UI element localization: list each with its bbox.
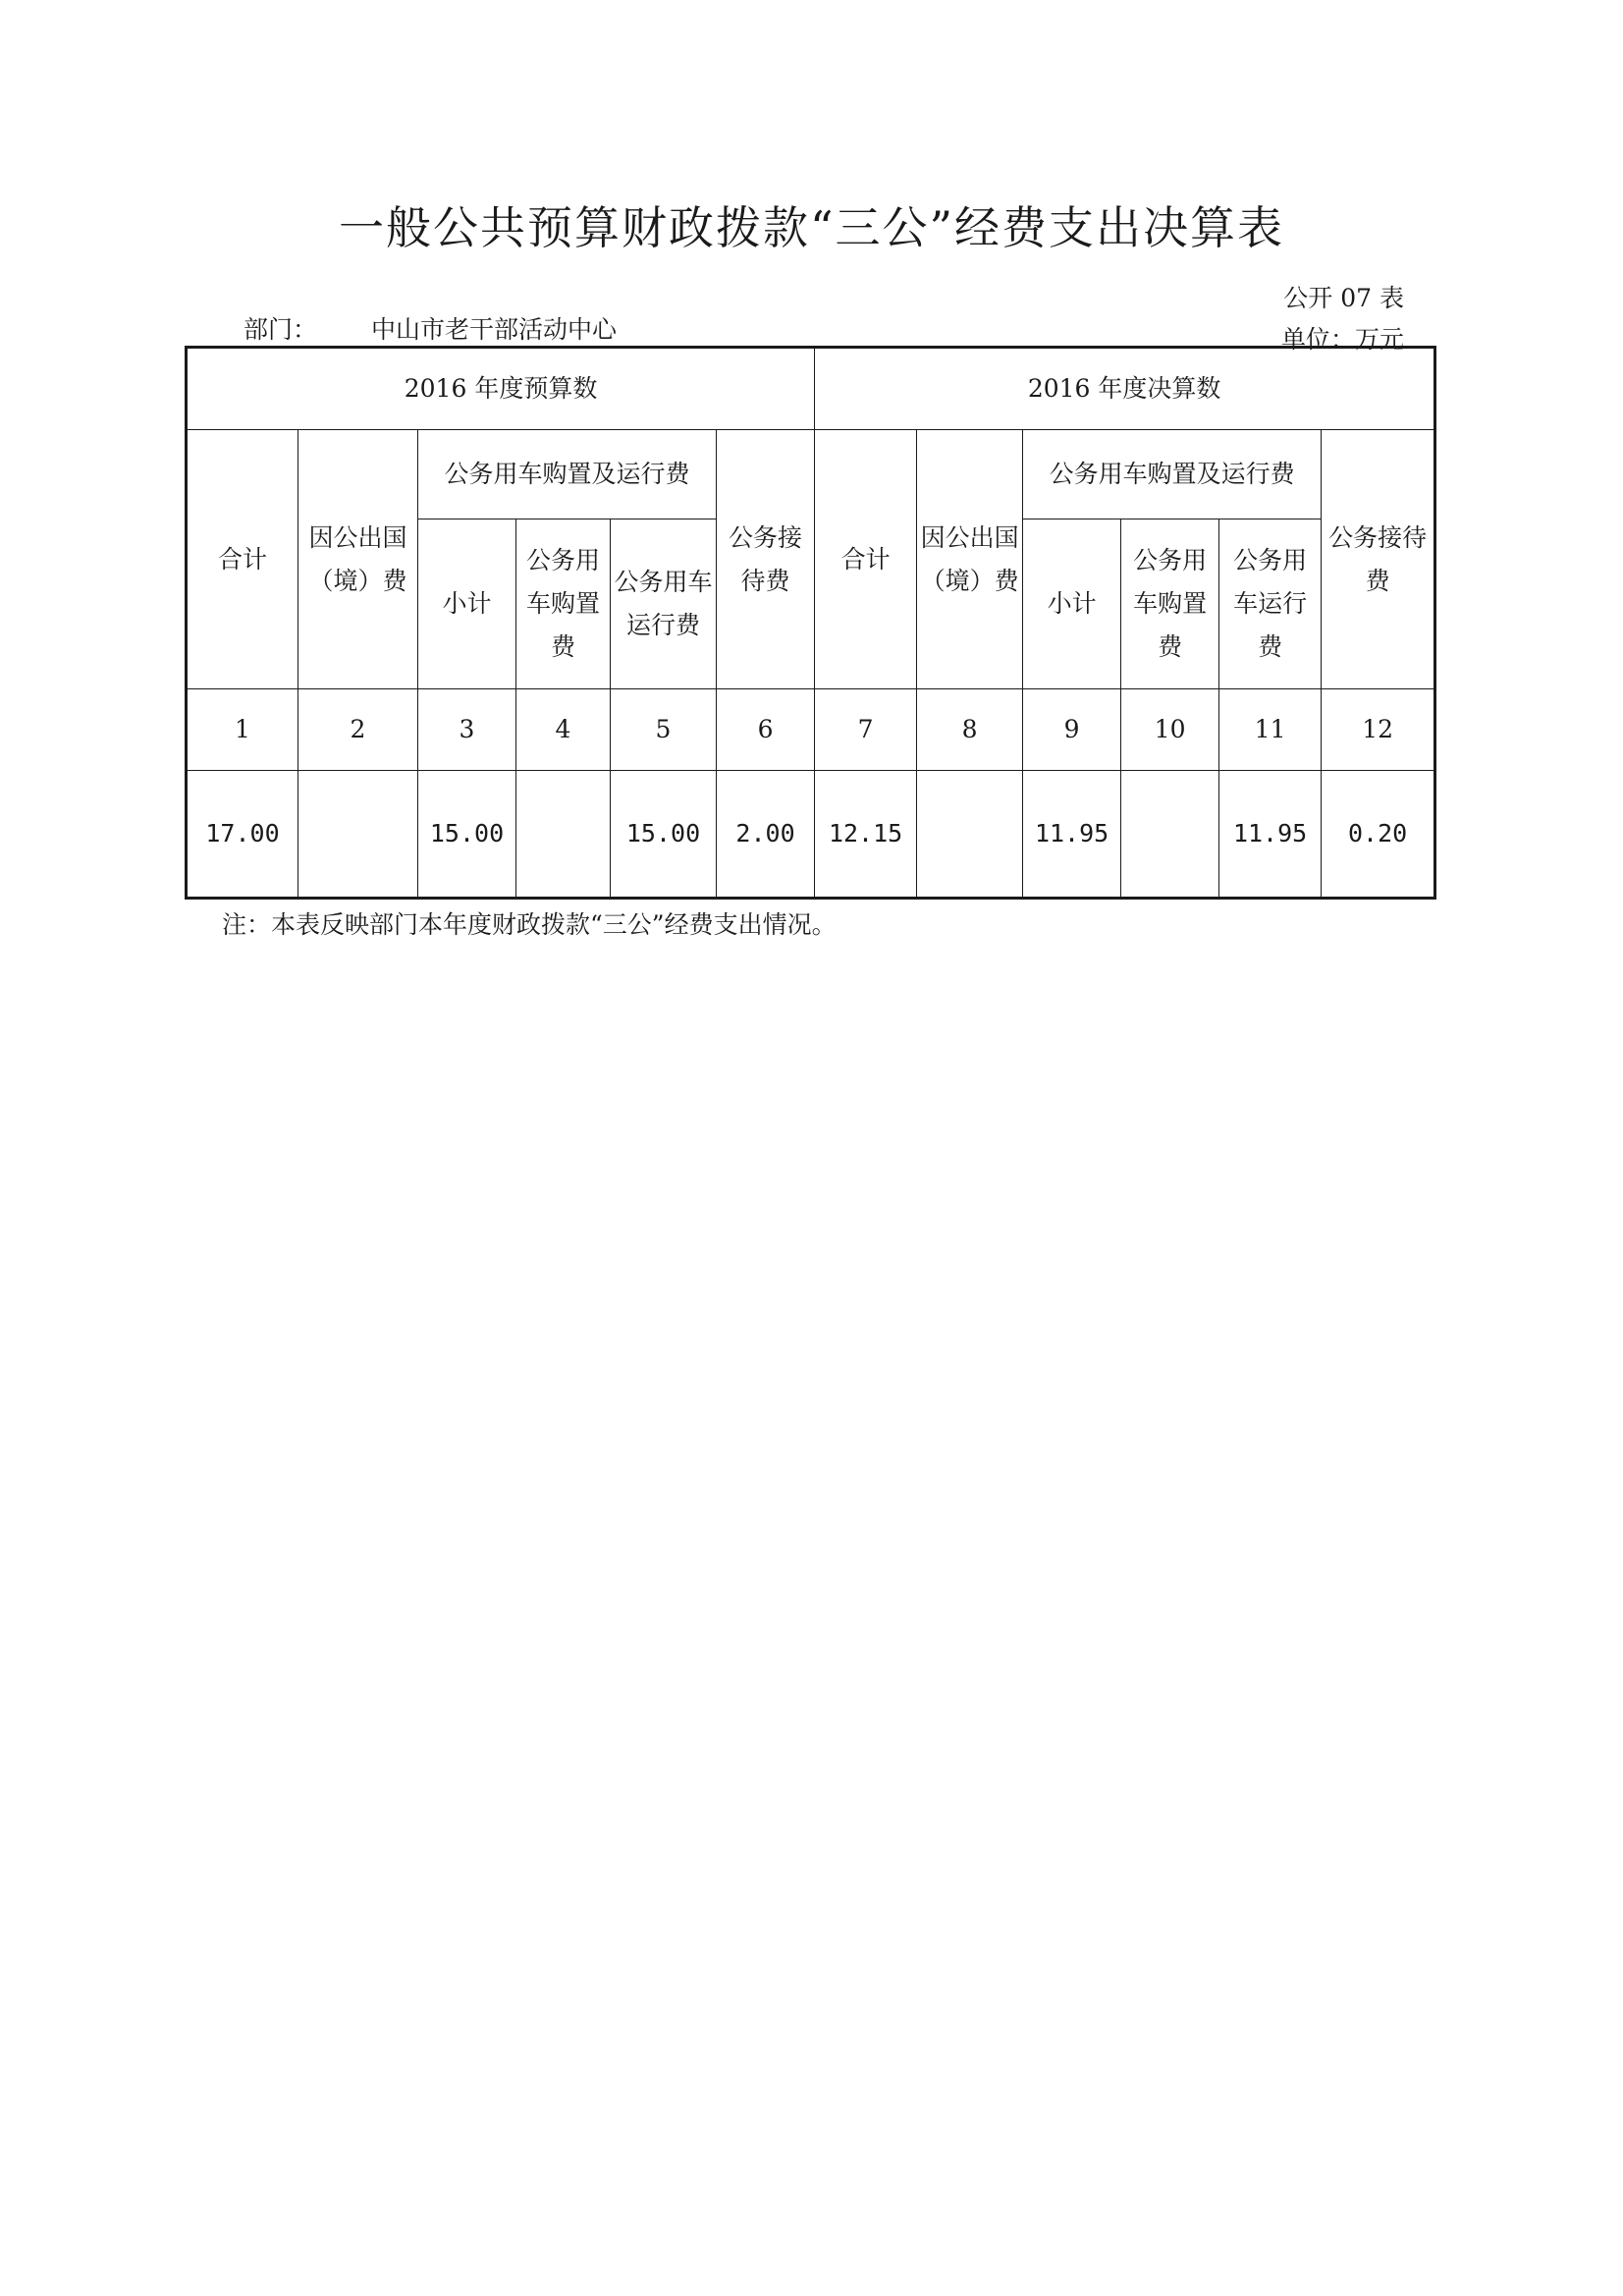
column-number: 11 bbox=[1219, 689, 1322, 771]
header-final-group: 2016 年度决算数 bbox=[815, 348, 1435, 430]
header-budget-total: 合计 bbox=[187, 430, 298, 689]
header-final-vehicle-group: 公务用车购置及运行费 bbox=[1023, 430, 1322, 519]
column-number: 9 bbox=[1023, 689, 1121, 771]
header-budget-abroad: 因公出国（境）费 bbox=[298, 430, 418, 689]
value-final-abroad bbox=[917, 771, 1023, 899]
column-number: 12 bbox=[1322, 689, 1435, 771]
column-number: 8 bbox=[917, 689, 1023, 771]
column-number-row bbox=[187, 689, 1435, 771]
header-budget-operation: 公务用车运行费 bbox=[611, 519, 717, 689]
column-number: 7 bbox=[815, 689, 917, 771]
header-final-operation: 公务用车运行费 bbox=[1219, 519, 1322, 689]
value-final-purchase bbox=[1121, 771, 1219, 899]
header-budget-reception: 公务接待费 bbox=[717, 430, 815, 689]
department-name: 中山市老干部活动中心 bbox=[371, 315, 618, 344]
column-number: 3 bbox=[418, 689, 516, 771]
header-final-abroad: 因公出国（境）费 bbox=[917, 430, 1023, 689]
column-number: 5 bbox=[611, 689, 717, 771]
value-final-reception: 0.20 bbox=[1322, 771, 1435, 899]
header-final-reception: 公务接待费 bbox=[1322, 430, 1435, 689]
header-final-total: 合计 bbox=[815, 430, 917, 689]
header-final-purchase: 公务用车购置费 bbox=[1121, 519, 1219, 689]
column-number: 1 bbox=[187, 689, 298, 771]
value-budget-subtotal: 15.00 bbox=[418, 771, 516, 899]
page-title: 一般公共预算财政拨款“三公”经费支出决算表 bbox=[338, 201, 1285, 254]
value-final-total: 12.15 bbox=[815, 771, 917, 899]
department-label: 部门： bbox=[243, 315, 318, 344]
column-number: 6 bbox=[717, 689, 815, 771]
column-number: 2 bbox=[298, 689, 418, 771]
value-budget-operation: 15.00 bbox=[611, 771, 717, 899]
three-public-expenses-table bbox=[185, 346, 1436, 900]
header-budget-subtotal: 小计 bbox=[418, 519, 516, 689]
column-number: 4 bbox=[516, 689, 611, 771]
header-budget-purchase: 公务用车购置费 bbox=[516, 519, 611, 689]
value-budget-total: 17.00 bbox=[187, 771, 298, 899]
value-budget-purchase bbox=[516, 771, 611, 899]
table-note: 注：本表反映部门本年度财政拨款“三公”经费支出情况。 bbox=[222, 910, 837, 939]
header-budget-group: 2016 年度预算数 bbox=[187, 348, 815, 430]
value-row bbox=[187, 771, 1435, 899]
header-final-subtotal: 小计 bbox=[1023, 519, 1121, 689]
column-number: 10 bbox=[1121, 689, 1219, 771]
form-number: 公开 07 表 bbox=[1283, 284, 1404, 312]
value-budget-reception: 2.00 bbox=[717, 771, 815, 899]
unit-label: 单位：万元 bbox=[1280, 325, 1404, 354]
value-final-operation: 11.95 bbox=[1219, 771, 1322, 899]
value-final-subtotal: 11.95 bbox=[1023, 771, 1121, 899]
value-budget-abroad bbox=[298, 771, 418, 899]
header-budget-vehicle-group: 公务用车购置及运行费 bbox=[418, 430, 717, 519]
